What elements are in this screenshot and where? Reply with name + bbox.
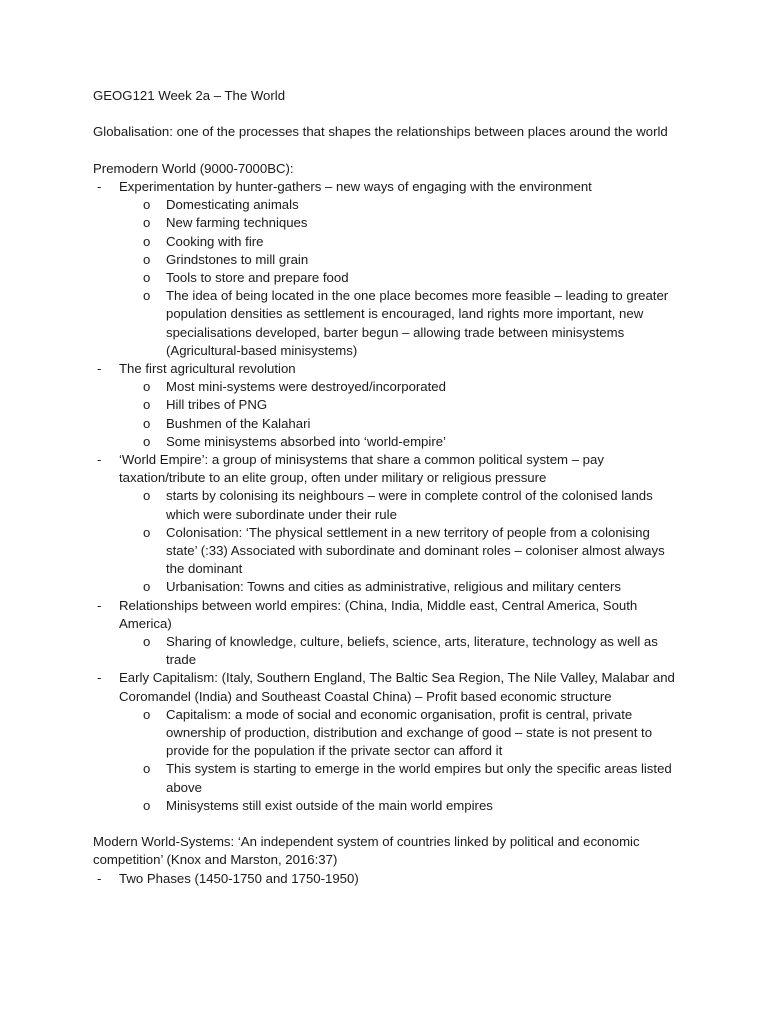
sub-list-item <box>93 578 683 596</box>
list-item-text: The first agricultural revolution <box>119 361 296 377</box>
sub-list-item <box>93 396 683 414</box>
sub-list-item-text: Grindstones to mill grain <box>166 251 309 267</box>
sub-list-item-text: Urbanisation: Towns and cities as administrative, religious and military centers <box>166 579 621 595</box>
sub-list-item-text: starts by colonising its neighbours – were in complete control of the colonised lands which were subordinate under their rule <box>166 488 653 522</box>
list-item-text: Early Capitalism: (Italy, Southern England, The Baltic Sea Region, The Nile Valley, Malabar and Coromandel (India) and Southeast Coastal China) – Profit based economic structure <box>119 670 675 704</box>
sub-marker: o <box>143 215 151 231</box>
sub-list-item <box>93 378 683 396</box>
sub-marker: o <box>143 270 151 285</box>
blank-line <box>93 815 683 833</box>
sub-list-item-text: Tools to store and prepare food <box>166 270 349 285</box>
sub-list-item <box>93 251 683 269</box>
list-item <box>93 597 683 633</box>
sub-list-item <box>93 233 683 251</box>
modern-world-systems-heading: Modern World-Systems: ‘An independent system of countries linked by political and economic competition’ (Knox and Marston, 2016:37) <box>93 834 640 868</box>
sub-list-item-text: Capitalism: a mode of social and economic organisation, profit is central, private ownership of production, distribution and exchange of good – state is not present to provide for the population if the private sector can afford it <box>166 706 653 759</box>
sub-marker: o <box>143 233 151 249</box>
sub-list-item <box>93 287 683 360</box>
list-item <box>93 451 683 487</box>
sub-marker: o <box>143 488 151 504</box>
sub-list-item-text: Hill tribes of PNG <box>166 397 268 413</box>
globalisation-definition: Globalisation: one of the processes that shapes the relationships between places around the world <box>93 124 668 140</box>
sub-marker: o <box>143 634 151 650</box>
list-item <box>93 870 683 888</box>
sub-marker: o <box>143 251 151 267</box>
sub-list-item <box>93 269 683 287</box>
document-body <box>93 87 683 888</box>
dash-marker: - <box>97 361 102 377</box>
list-item-text: Experimentation by hunter-gathers – new ways of engaging with the environment <box>119 178 592 194</box>
sub-marker: o <box>143 397 151 413</box>
sub-list-item-text: Minisystems still exist outside of the main world empires <box>166 797 493 813</box>
dash-marker: - <box>97 870 102 886</box>
dash-marker: - <box>97 597 102 613</box>
sub-list-item-text: The idea of being located in the one place becomes more feasible – leading to greater population densities as settlement is encouraged, land rights more important, new specialisations developed, barter begun – allowing trade between minisystems (Agricultural-based minisystems) <box>166 288 669 358</box>
sub-list-item <box>93 415 683 433</box>
sub-marker: o <box>143 379 151 395</box>
document-title: GEOG121 Week 2a – The World <box>93 88 286 103</box>
sub-list-item-text: Domesticating animals <box>166 197 299 213</box>
list-item <box>93 360 683 378</box>
list-item-text: ‘World Empire’: a group of minisystems that share a common political system – pay taxation/tribute to an elite group, often under military or religious pressure <box>119 452 604 486</box>
sub-list-item-text: Some minisystems absorbed into ‘world-empire’ <box>166 433 446 449</box>
sub-marker: o <box>143 579 151 595</box>
sub-list-item-text: Colonisation: ‘The physical settlement in a new territory of people from a colonising state’ (:33) Associated with subordinate and dominant roles – coloniser almost always the dominant <box>166 524 665 577</box>
sub-marker: o <box>143 288 151 304</box>
sub-marker: o <box>143 706 151 722</box>
sub-list-item-text: Sharing of knowledge, culture, beliefs, science, arts, literature, technology as well as trade <box>166 634 658 668</box>
sub-list-item <box>93 797 683 815</box>
sub-list-item <box>93 633 683 669</box>
list-item-text: Relationships between world empires: (China, India, Middle east, Central America, South America) <box>119 597 638 631</box>
blank-line <box>93 105 683 123</box>
sub-marker: o <box>143 415 151 431</box>
sub-list-item <box>93 760 683 796</box>
sub-list-item <box>93 214 683 232</box>
sub-list-item <box>93 487 683 523</box>
sub-marker: o <box>143 761 151 777</box>
sub-list-item-text: Bushmen of the Kalahari <box>166 415 311 431</box>
dash-marker: - <box>97 178 102 194</box>
blank-line <box>93 142 683 160</box>
list-item <box>93 669 683 705</box>
sub-list-item-text: Most mini-systems were destroyed/incorporated <box>166 379 446 395</box>
sub-list-item <box>93 706 683 761</box>
sub-list-item <box>93 524 683 579</box>
sub-marker: o <box>143 197 151 213</box>
premodern-heading: Premodern World (9000-7000BC): <box>93 160 294 176</box>
sub-list-item <box>93 433 683 451</box>
sub-list-item-text: This system is starting to emerge in the world empires but only the specific areas listed above <box>166 761 672 795</box>
dash-marker: - <box>97 452 102 468</box>
dash-marker: - <box>97 670 102 686</box>
sub-marker: o <box>143 797 151 813</box>
sub-marker: o <box>143 433 151 449</box>
sub-list-item-text: Cooking with fire <box>166 233 264 249</box>
sub-list-item-text: New farming techniques <box>166 215 308 231</box>
list-item-text: Two Phases (1450-1750 and 1750-1950) <box>119 870 359 886</box>
sub-list-item <box>93 196 683 214</box>
sub-marker: o <box>143 524 151 540</box>
list-item <box>93 178 683 196</box>
